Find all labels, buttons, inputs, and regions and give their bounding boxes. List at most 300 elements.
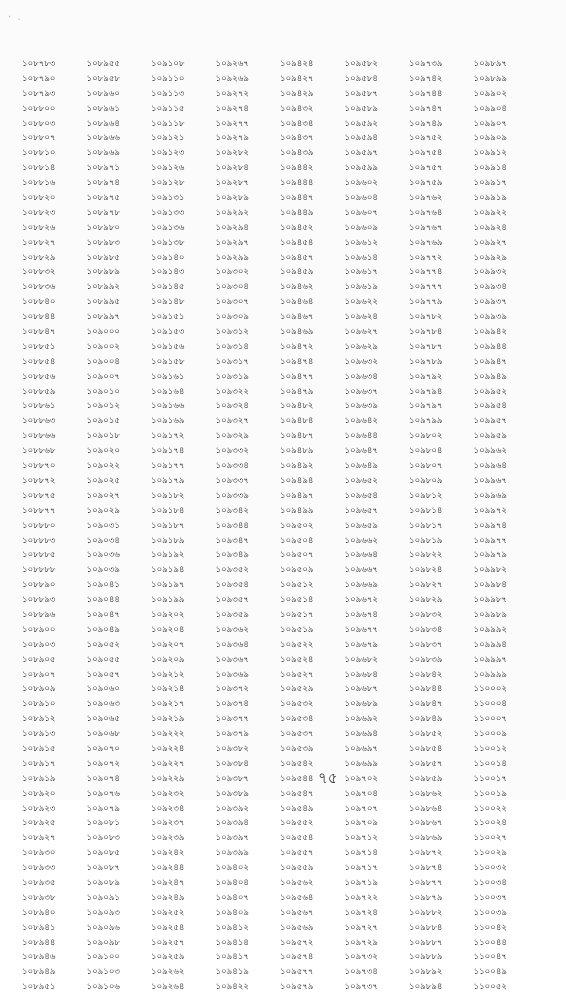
number-cell: ১০৮৮৬১ [22, 401, 56, 412]
number-cell: ১০৮৮১০ [22, 148, 56, 159]
number-cell: ১০৮৮২৩ [22, 207, 56, 218]
number-cell: ১০৯৯৪৪ [473, 341, 507, 352]
number-cell: ১০৯১২৮ [151, 178, 185, 189]
number-cell: ১০৯৬৫৯ [344, 520, 378, 531]
number-cell: ১০৯৪২৯ [280, 88, 314, 99]
number-cell: ১০৯৫১৪ [280, 595, 314, 606]
number-cell: ১০৮৮৭০ [22, 461, 56, 472]
number-cell: ১০৯৮০২ [409, 431, 443, 442]
number-cell: ১০৯০২০ [86, 446, 121, 457]
number-cell: ১০৯২৭৪ [215, 103, 249, 114]
number-cell: ১০৮৯৪৯ [22, 967, 56, 978]
number-cell: ১০৯৩০৭ [215, 297, 250, 308]
number-cell: ১০৮৮৬৬ [22, 431, 56, 442]
number-cell: ১০৯৮১৭ [409, 520, 443, 531]
number-cell: ১০৯৭৫৭ [409, 163, 443, 174]
number-cell: ১০৯৩৯৭ [215, 833, 249, 844]
number-cell: ১০৯৭১২ [344, 833, 378, 844]
number-cell: ১০৯৯৯৪ [473, 639, 507, 650]
number-cell: ১০৯৪৫২ [280, 222, 314, 233]
number-cell: ১০৮৯৯৫ [86, 297, 120, 308]
number-cell: ১০৯৫৫৪ [280, 833, 314, 844]
number-cell: ১০৯০৩৪ [86, 535, 120, 546]
number-cell: ১০৯০৬৩ [86, 699, 121, 710]
number-cell: ১০৮৮০৭ [22, 133, 56, 144]
number-cell: ১০৮৯২৩ [22, 803, 56, 814]
number-cell: ১০৮৯১৩ [22, 729, 56, 740]
number-cell: ১০৯২১৭ [151, 699, 185, 710]
number-cell: ১০৯৬১৭ [344, 267, 378, 278]
number-cell: ১০৯০৯৩ [86, 907, 120, 918]
number-cell: ১০৯১৮৭ [151, 520, 185, 531]
number-cell: ১০৯৯৪৭ [473, 356, 507, 367]
number-cell: ১০৯৯৫৭ [473, 416, 507, 427]
number-cell: ১০৯৬২৭ [344, 327, 379, 338]
number-cell: ১০৯৮৭৪ [409, 863, 443, 874]
number-cell: ১১০০০২ [473, 684, 508, 695]
number-cell: ১০৯৯৩৯ [473, 312, 507, 323]
number-cell: ১০৯৬৮৭ [344, 684, 378, 695]
number-cell: ১০৯২২৭ [151, 758, 185, 769]
number-cell: ১০৯২০৭ [151, 639, 185, 650]
number-cell: ১০৮৭৯০ [22, 73, 56, 84]
number-cell: ১০৯১২১ [151, 133, 185, 144]
number-cell: ১১০০১২ [473, 743, 507, 754]
number-cell: ১০৯৪০২ [215, 863, 249, 874]
number-cell: ১০৯৩৫৯ [215, 609, 249, 620]
number-cell: ১০৯৪৮৪ [280, 416, 314, 427]
number-cell: ১০৯৫৯২ [344, 118, 378, 129]
number-cell: ১০৯৭০৯ [344, 818, 378, 829]
number-cell: ১০৯৭৬২ [409, 193, 443, 204]
number-cell: ১০৯৬৪৯ [344, 461, 378, 472]
number-cell: ১০৯৫৩৪ [280, 714, 314, 725]
number-cell: ১০৯৭৩৪ [344, 967, 378, 978]
number-cell: ১০৯৬৫২ [344, 475, 378, 486]
number-cell: ১০৯০০৪ [86, 356, 120, 367]
number-cell: ১০৯১৭৯ [151, 475, 185, 486]
number-cell: ১০৯৫১৯ [280, 624, 314, 635]
number-cell: ১০৯৩৬৭ [215, 654, 250, 665]
number-cell: ১০৯৭৯৭ [409, 401, 443, 412]
number-cell: ১০৯২০৪ [151, 624, 185, 635]
number-cell: ১০৯১৫৮ [151, 356, 185, 367]
number-cell: ১০৯৬৪৭ [344, 446, 378, 457]
number-cell: ১০৯৮৪৭ [409, 699, 443, 710]
number-cell: ১০৮৯১২ [22, 714, 56, 725]
number-cell: ১০৯০৪৯ [86, 624, 120, 635]
number-cell: ১০৯৮৫৯ [409, 773, 443, 784]
number-cell: ১০৯৪৬৯ [280, 327, 314, 338]
number-cell: ১০৯১৮৪ [151, 505, 185, 516]
number-cell: ১০৯১০৩ [86, 967, 120, 978]
number-cell: ১০৯৭৫৯ [409, 178, 443, 189]
number-cell: ১১০০৩৭ [473, 892, 508, 903]
number-cell: ১০৯৮২৯ [409, 595, 443, 606]
number-cell: ১০৯৫০৪ [280, 535, 314, 546]
number-cell: ১০৯৩৪২ [215, 505, 249, 516]
number-cell: ১০৯০২৭ [86, 490, 121, 501]
number-cell: ১০৯০৫৭ [86, 669, 120, 680]
number-cell: ১০৯০০২ [86, 341, 121, 352]
number-cell: ১০৯৭৯২ [409, 371, 443, 382]
number-cell: ১০৯৮০৯ [409, 475, 443, 486]
number-cell: ১১০০৪৭ [473, 952, 507, 963]
number-cell: ১০৯৮২৪ [409, 565, 443, 576]
number-cell: ১০৯৮১২ [409, 490, 443, 501]
number-cell: ১০৯৭৭৯ [409, 297, 443, 308]
number-cell: ১০৯৬১৯ [344, 282, 378, 293]
number-cell: ১০৯৪৪৯ [280, 207, 314, 218]
number-cell: ১০৯১১০ [151, 73, 185, 84]
number-cell: ১০৯৪৮৯ [280, 446, 314, 457]
number-cell: ১০৯১২৬ [151, 163, 185, 174]
number-cell: ১১০০২২ [473, 803, 508, 814]
number-cell: ১০৯৪৬২ [280, 282, 314, 293]
number-cell: ১০৮৯৭৪ [86, 178, 120, 189]
number-cell: ১০৯০৭৪ [86, 773, 120, 784]
number-cell: ১০৯৩৫২ [215, 565, 249, 576]
number-cell: ১০৯৭৮২ [409, 312, 443, 323]
number-cell: ১০৯৩৮২ [215, 743, 249, 754]
number-cell: ১০৯৮৪২ [409, 669, 443, 680]
number-cell: ১০৯৬৯৯ [344, 758, 378, 769]
number-cell: ১০৯২৩৪ [151, 803, 185, 814]
number-cell: ১০৮৯৭৮ [86, 207, 120, 218]
number-cell: ১০৯৫৬৭ [280, 907, 314, 918]
number-cell: ১১০০০৯ [473, 729, 507, 740]
number-cell: ১০৯৭৮৯ [409, 356, 443, 367]
number-cell: ১০৯১৪৮ [151, 297, 185, 308]
number-cell: ১০৯৩৯৯ [215, 848, 249, 859]
number-cell: ১০৯০৩৯ [86, 565, 120, 576]
number-cell: ১০৯৯২২ [473, 207, 507, 218]
number-cell: ১০৮৯৬৯ [86, 148, 120, 159]
number-cell: ১০৯৫১২ [280, 580, 314, 591]
number-cell: ১০৯৯৭৯ [473, 550, 507, 561]
number-cell: ১০৮৯৫১ [22, 982, 56, 993]
number-cell: ১০৯২৬২ [151, 967, 185, 978]
number-cell: ১০৯৩৬৪ [215, 639, 249, 650]
number-cell: ১১০০৩৯ [473, 907, 507, 918]
number-cell: ১০৮৯০৯ [22, 684, 56, 695]
number-cell: ১০৯৬২৪ [344, 312, 378, 323]
number-cell: ১০৯০২২ [86, 461, 121, 472]
number-cell: ১০৯৫৯৯ [344, 163, 378, 174]
number-cell: ১১০০৪৯ [473, 967, 507, 978]
number-cell: ১০৯৫৪৯ [280, 803, 314, 814]
number-cell: ১০৯২১২ [151, 669, 185, 680]
number-cell: ১০৯৯৭৭ [473, 535, 507, 546]
number-cell: ১০৯৯৩৪ [473, 282, 507, 293]
number-cell: ১০৯৯৭২ [473, 505, 507, 516]
number-cell: ১০৯৫০৭ [280, 550, 314, 561]
number-cell: ১০৮৮৩২ [22, 267, 56, 278]
number-cell: ১১০০৪২ [473, 922, 507, 933]
number-cell: ১০৯০৮৯ [86, 877, 120, 888]
number-cell: ১০৯৫০২ [280, 520, 314, 531]
number-cell: ১০৯১৬৬ [151, 401, 185, 412]
number-cell: ১০৯০৪৪ [86, 595, 120, 606]
number-cell: ১০৯৬১২ [344, 237, 378, 248]
number-cell: ১০৯৯৮৪ [473, 580, 507, 591]
number-cell: ১০৯৯৩৭ [473, 297, 507, 308]
number-cell: ১০৯১৯৭ [151, 580, 185, 591]
number-cell: ১০৮৯৫৫ [86, 59, 120, 69]
number-cell: ১১০০২৪ [473, 818, 507, 829]
number-cell: ১০৯২৭২ [215, 88, 250, 99]
number-cell: ১০৯২৩৭ [151, 818, 185, 829]
number-cell: ১০৯৪১২ [215, 922, 249, 933]
number-cell: ১০৯০৭০ [86, 743, 121, 754]
number-cell: ১০৯২৯৯ [215, 252, 249, 263]
number-cell: ১০৯১৯২ [151, 550, 185, 561]
number-cell: ১০৯২৮৯ [215, 193, 249, 204]
number-cell: ১০৯৬৪৪ [344, 431, 378, 442]
number-cell: ১০৯০৯৮ [86, 937, 120, 948]
number-cell: ১০৯০৬৮ [86, 729, 120, 740]
number-cell: ১০৯৬৫৭ [344, 505, 378, 516]
number-cell: ১০৯৪২৪ [280, 59, 314, 69]
number-cell: ১০৮৯৪১ [22, 922, 56, 933]
number-cell: ১০৯৮৫৪ [409, 743, 443, 754]
number-cell: ১০৯৮৭২ [409, 848, 443, 859]
number-cell: ১০৯০৪৭ [86, 609, 120, 620]
number-cell: ১০৯৮৩৯ [409, 654, 443, 665]
number-cell: ১০৯২২৪ [151, 743, 185, 754]
number-cell: ১০৯৬০৭ [344, 207, 379, 218]
number-cell: ১০৯৭৭৭ [409, 282, 443, 293]
number-cell: ১০৯৬০৯ [344, 222, 378, 233]
number-cell: ১০৯৮৩২ [409, 609, 443, 620]
number-cell: ১০৯২৫৯ [151, 952, 185, 963]
number-cell: ১০৯৯০৪ [473, 103, 507, 114]
number-cell: ১০৮৮৬৩ [22, 416, 56, 427]
number-cell: ১০৯০৯৬ [86, 922, 120, 933]
number-cell: ১০৯৭৬৯ [409, 237, 443, 248]
number-cell: ১০৮৯৪৬ [22, 952, 56, 963]
number-cell: ১০৯৯১৯ [473, 193, 507, 204]
number-cell: ১১০০৫২ [473, 982, 507, 993]
number-cell: ১০৮৮৪০ [22, 297, 56, 308]
number-cell: ১০৯৫৬২ [280, 877, 314, 888]
number-cell: ১০৯১৫১ [151, 312, 185, 323]
number-cell: ১০৮৮৫৬ [22, 371, 56, 382]
number-cell: ১০৯৩৯৪ [215, 818, 249, 829]
number-cell: ১০৯২০৯ [151, 654, 185, 665]
number-cell: ১০৯৩৩৭ [215, 475, 250, 486]
number-cell: ১০৯৮০৭ [409, 461, 443, 472]
number-cell: ১০৯৩১৭ [215, 356, 249, 367]
number-cell: ১০৯৮৭৭ [409, 877, 443, 888]
number-cell: ১০৯৮৭৯ [409, 892, 443, 903]
number-cell: ১০৯৬২২ [344, 297, 379, 308]
number-cell: ১০৯২৬৪ [151, 982, 185, 993]
number-cell: ১০৯৩০৪ [215, 282, 249, 293]
number-cell: ১০৯৩৪৪ [215, 520, 249, 531]
number-cell: ১০৯১০৮ [151, 59, 185, 69]
number-cell: ১০৮৯৮৫ [86, 252, 120, 263]
number-cell: ১০৯১৩১ [151, 193, 185, 204]
number-cell: ১০৯২২২ [151, 729, 185, 740]
number-cell: ১০৮৮৪৭ [22, 327, 56, 338]
number-cell: ১০৯৮৯৯ [473, 73, 507, 84]
number-cell: ১০৯৪৪৭ [280, 193, 314, 204]
number-cell: ১০৯৩৯২ [215, 803, 249, 814]
number-cell: ১০৯৯৬৯ [473, 490, 507, 501]
number-cell: ১০৯৬০৪ [344, 193, 378, 204]
number-cell: ১০৯২৪২ [151, 848, 185, 859]
number-cell: ১০৯০৬০ [86, 684, 121, 695]
number-cell: ১১০০২৯ [473, 848, 507, 859]
number-cell: ১০৯১৭৭ [151, 461, 185, 472]
number-cell: ১০৯২৭৭ [215, 118, 250, 129]
number-cell: ১০৯৮২৭ [409, 580, 443, 591]
number-cell: ১০৮৯০৭ [22, 669, 56, 680]
number-cell: ১০৮৮৭২ [22, 475, 56, 486]
number-cell: ১০৮৮৮৫ [22, 550, 56, 561]
number-cell: ১০৯৩৫৭ [215, 595, 249, 606]
number-cell: ১০৯০৭৬ [86, 788, 121, 799]
number-cell: ১০৯৪১৭ [215, 952, 249, 963]
number-cell: ১০৯৭৬৪ [409, 207, 443, 218]
number-cell: ১০৯৭১৭ [344, 863, 378, 874]
number-cell: ১০৯২৩২ [151, 788, 185, 799]
number-cell: ১০৯৫৮২ [344, 59, 378, 69]
number-cell: ১০৯৭৩৯ [409, 59, 443, 69]
number-cell: ১০৯১৬১ [151, 371, 185, 382]
number-cell: ১০৯৩১৯ [215, 371, 249, 382]
number-cell: ১০৯৬৬২ [344, 535, 379, 546]
number-cell: ১০৯৫৮৯ [344, 103, 378, 114]
number-cell: ১০৯১৩৩ [151, 207, 185, 218]
number-cell: ১০৮৮৭৫ [22, 490, 56, 501]
number-cell: ১০৯৩৮৪ [215, 758, 249, 769]
number-cell: ১০৯৪৫৪ [280, 237, 314, 248]
number-cell: ১০৯০৫২ [86, 639, 120, 650]
number-cell: ১০৯৯৯৯ [473, 669, 507, 680]
number-cell: ১০৮৮৮৩ [22, 535, 56, 546]
number-cell: ১০৯৬০২ [344, 178, 379, 189]
number-cell: ১০৯৬৭৯ [344, 639, 378, 650]
number-cell: ১০৯৫৩৯ [280, 743, 314, 754]
number-cell: ১০৯৯০৭ [473, 118, 507, 129]
number-cell: ১০৯৬৭৪ [344, 609, 378, 620]
number-cell: ১০৯৪৫৯ [280, 267, 314, 278]
number-cell: ১১০০৩২ [473, 863, 508, 874]
number-cell: ১০৯২৪৭ [151, 877, 185, 888]
number-cell: ১০৮৮০৩ [22, 118, 56, 129]
number-cell: ১০৮৯৬৪ [86, 118, 120, 129]
number-cell: ১০৯৪৩৯ [280, 148, 314, 159]
number-cell: ১০৯১৪৫ [151, 282, 185, 293]
number-cell: ১০৯৫৬৪ [280, 892, 314, 903]
number-cell: ১০৯৯২৯ [473, 252, 507, 263]
number-cell: ১০৯৭৩৭ [344, 982, 379, 993]
number-cell: ১০৯৪৯৭ [280, 490, 314, 501]
number-cell: ১০৯৫৪২ [280, 758, 314, 769]
number-cell: ১১০০০৭ [473, 714, 508, 725]
number-cell: ১০৯১৮২ [151, 490, 185, 501]
number-cell: ১০৯৩৭২ [215, 684, 250, 695]
number-cell: ১০৯৭৩২ [344, 952, 379, 963]
number-cell: ১০৮৯৭৫ [86, 193, 120, 204]
number-cell: ১০৯৫৪৭ [280, 788, 314, 799]
number-cell: ১০৯৯৮৭ [473, 595, 507, 606]
number-cell: ১০৯৪০৪ [215, 877, 249, 888]
number-cell: ১০৯৮১৯ [409, 535, 443, 546]
page-number: ৭৫ [318, 769, 338, 787]
number-cell: ১০৯৮১৪ [409, 505, 443, 516]
number-cell: ১০৯৯৮৯ [473, 609, 507, 620]
number-cell: ১০৯৯৮২ [473, 565, 507, 576]
number-cell: ১০৯৮৫২ [409, 729, 443, 740]
number-cell: ১০৯৪৫৭ [280, 252, 314, 263]
number-cell: ১০৮৯১৭ [22, 758, 56, 769]
number-cell: ১০৯৪৭৭ [280, 371, 314, 382]
number-cell: ১০৮৯৪৪ [22, 937, 56, 948]
number-cell: ১০৯৩৭৭ [215, 714, 250, 725]
number-cell: ১০৮৮২০ [22, 193, 56, 204]
number-cell: ১০৯৭৮৪ [409, 327, 443, 338]
number-cell: ১০৮৯০৫ [22, 654, 56, 665]
number-cell: ১০৮৯৭১ [86, 163, 120, 174]
number-cell: ১০৮৯২০ [22, 788, 56, 799]
number-cell: ১০৯৫০৯ [280, 565, 314, 576]
number-cell: ১০৯৬৮৪ [344, 669, 378, 680]
number-cell: ১০৮৯৪০ [22, 907, 56, 918]
number-cell: ১০৯৮৪৪ [409, 684, 443, 695]
number-cell: ১০৯২৪৪ [151, 863, 185, 874]
number-cell: ১০৯৬৯৭ [344, 743, 378, 754]
number-cell: ১০৯৫৯৭ [344, 148, 378, 159]
number-cell: ১০৯৯৬২ [473, 446, 507, 457]
number-cell: ১০৯৯১৪ [473, 163, 507, 174]
number-cell: ১০৯৪৯২ [280, 461, 314, 472]
number-cell: ১০৯১৪৩ [151, 267, 185, 278]
number-cell: ১০৯৭৯৯ [409, 416, 443, 427]
number-cell: ১০৯০২৫ [86, 475, 120, 486]
number-cell: ১০৯১৪০ [151, 252, 185, 263]
number-cell: ১০৯৬৮২ [344, 654, 378, 665]
number-cell: ১০৯৯৩২ [473, 267, 507, 278]
number-cell: ১০৯৫৫৯ [280, 863, 314, 874]
number-cell: ১০৯৮৬৭ [409, 818, 443, 829]
number-cell: ১০৮৯৩৩ [22, 863, 56, 874]
number-cell: ১০৯৯৬৪ [473, 461, 507, 472]
number-cell: ১০৯৫৬৯ [280, 922, 314, 933]
number-cell: ১০৯৩৬২ [215, 624, 250, 635]
number-cell: ১০৯২৫৪ [151, 922, 185, 933]
number-cell: ১০৯৪২৭ [280, 73, 314, 84]
number-cell: ১০৯৩২৯ [215, 431, 249, 442]
number-cell: ১০৮৯৮০ [86, 222, 120, 233]
number-cell: ১০৮৮০০ [22, 103, 56, 114]
number-cell: ১০৮৯৯৭ [86, 312, 120, 323]
number-cell: ১০৯১০০ [86, 952, 120, 963]
number-cell: ১০৯৮৩৪ [409, 624, 443, 635]
number-cell: ১০৯০৮১ [86, 818, 120, 829]
number-cell: ১০৮৮১৬ [22, 178, 56, 189]
number-cell: ১০৯৩০২ [215, 267, 250, 278]
number-cell: ১০৮৮৯৩ [22, 595, 56, 606]
number-cell: ১০৯৭০৭ [344, 803, 379, 814]
number-cell: ১০৯২১৯ [151, 714, 185, 725]
number-cell: ১০৯৩৪৯ [215, 550, 249, 561]
number-cell: ১০৯৮০৪ [409, 446, 443, 457]
number-cell: ১০৯৫৫৭ [280, 848, 314, 859]
number-cell: ১০৯৭৪৪ [409, 88, 443, 99]
